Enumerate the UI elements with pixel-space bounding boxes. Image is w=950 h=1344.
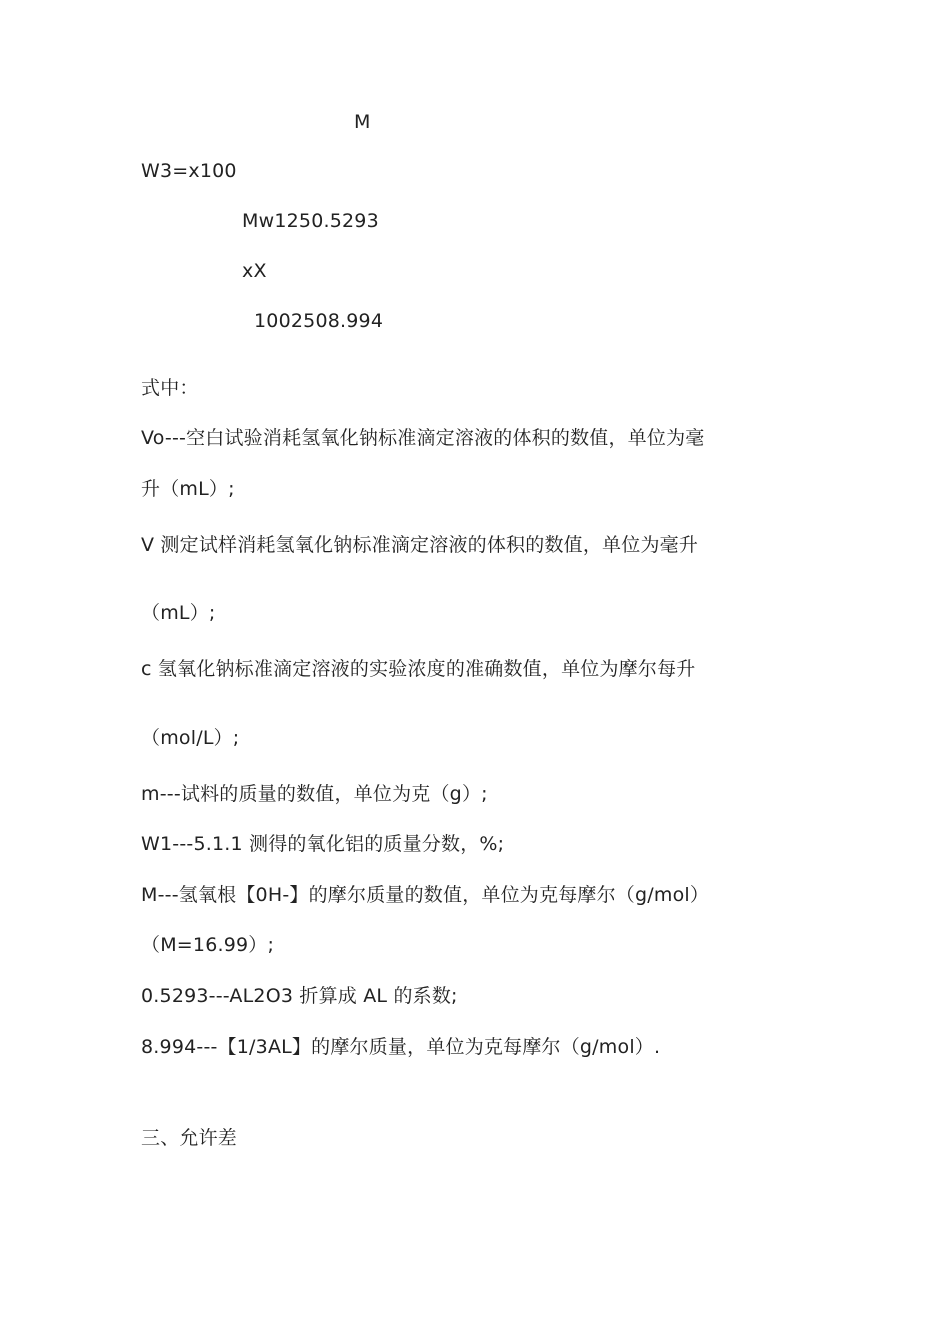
definition-c-line-2: （mol/L）;	[141, 727, 240, 749]
formula-term-3: 1002508.994	[254, 310, 384, 332]
definition-m: m---试料的质量的数值，单位为克（g）;	[141, 783, 488, 805]
definition-v-line-2: （mL）;	[141, 602, 216, 624]
formula-numerator: M	[354, 111, 371, 133]
formula-term-1: Mw1250.5293	[242, 210, 379, 232]
definition-c-line-1: c 氢氧化钠标准滴定溶液的实验浓度的准确数值，单位为摩尔每升	[141, 658, 696, 680]
definition-vo-line-2: 升（mL）;	[141, 478, 235, 500]
definition-v-line-1: V 测定试样消耗氢氧化钠标准滴定溶液的体积的数值，单位为毫升	[141, 534, 699, 556]
definition-factor: 0.5293---AL2O3 折算成 AL 的系数;	[141, 985, 458, 1007]
definition-M-line-1: M---氢氧根【0H-】的摩尔质量的数值，单位为克每摩尔（g/mol）	[141, 884, 710, 906]
definition-M-line-2: （M=16.99）;	[141, 934, 275, 956]
formula-term-2: xX	[242, 260, 267, 282]
definitions-intro: 式中：	[141, 377, 199, 399]
definition-vo-line-1: Vo---空白试验消耗氢氧化钠标准滴定溶液的体积的数值，单位为毫	[141, 427, 705, 449]
definition-molar-mass: 8.994---【1/3AL】的摩尔质量，单位为克每摩尔（g/mol）.	[141, 1036, 661, 1058]
section-heading: 三、允许差	[141, 1127, 238, 1149]
definition-w1: W1---5.1.1 测得的氧化铝的质量分数，%;	[141, 833, 505, 855]
formula-lhs: W3=x100	[141, 160, 237, 182]
